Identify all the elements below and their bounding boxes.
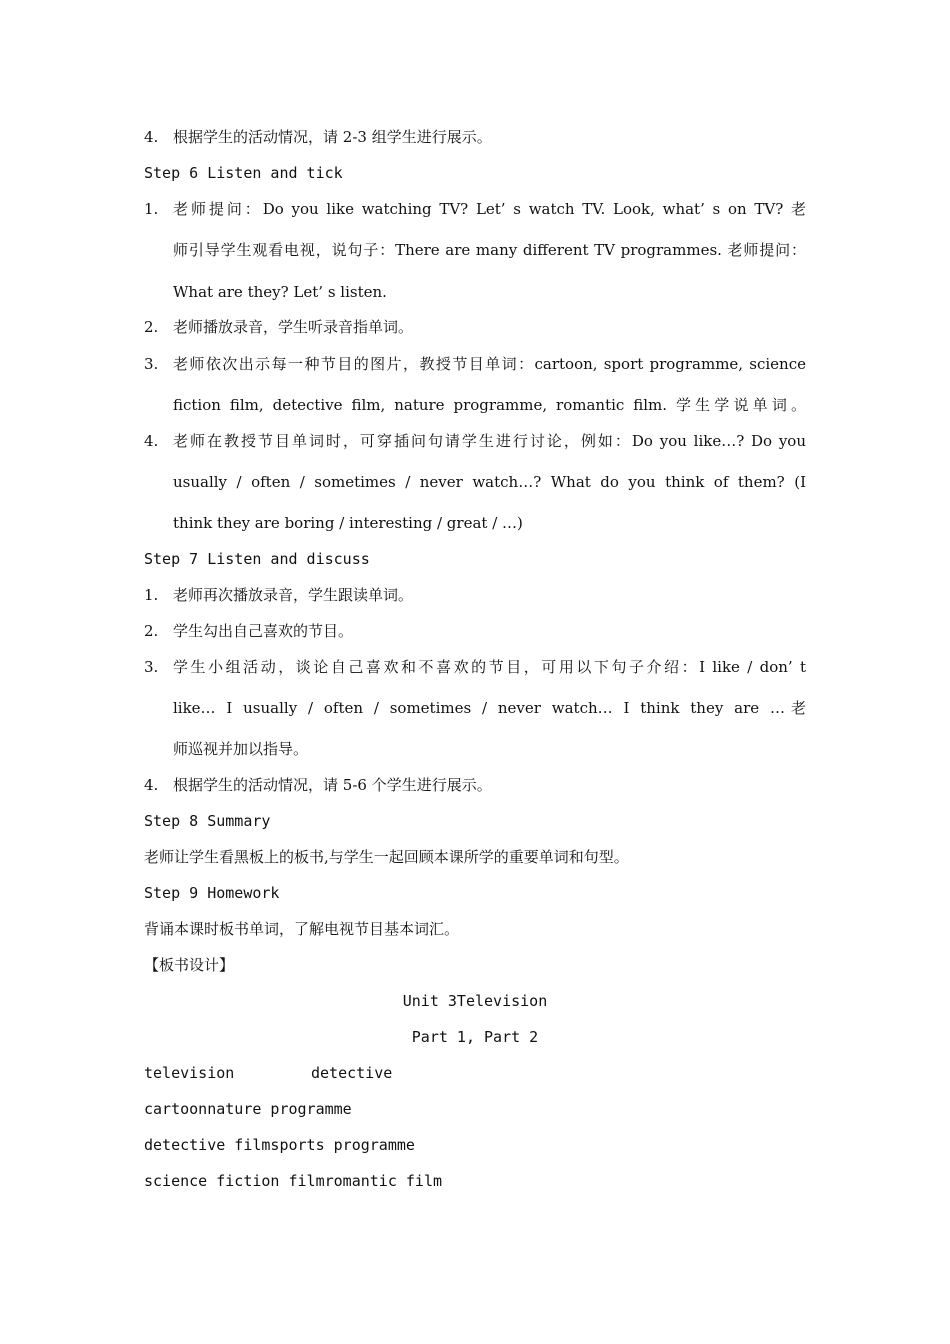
list-item-text: think they are boring / interesting / great / …) (173, 514, 523, 532)
board-design-heading: 【板书设计】 (144, 956, 235, 974)
list-number: 4. (144, 776, 159, 794)
board-word-row: detective filmsports programme (144, 1136, 415, 1154)
step7-heading: Step 7 Listen and discuss (144, 550, 370, 568)
board-word-row: science fiction filmromantic film (144, 1172, 443, 1190)
list-item-text: 学生勾出自己喜欢的节目。 (173, 622, 354, 640)
step8-heading: Step 8 Summary (144, 812, 271, 830)
step9-text: 背诵本课时板书单词，了解电视节目基本词汇。 (144, 920, 460, 938)
list-number: 2. (144, 622, 159, 640)
list-item-text: 老师提问：Do you like watching TV? Let’ s watch TV. Look, what’ s on TV? 老 (173, 200, 806, 218)
list-item-text: 老师播放录音，学生听录音指单词。 (173, 318, 414, 336)
list-item-text: 老师在教授节目单词时，可穿插问句请学生进行讨论，例如：Do you like…? Do you (173, 432, 806, 450)
board-word: television (144, 1064, 235, 1082)
list-item-text: fiction film, detective film, nature programme, romantic film. 学生学说单词。 (173, 396, 806, 414)
list-item-text: usually / often / sometimes / never watch…? What do you think of them? (I (173, 473, 806, 491)
list-number: 3. (144, 658, 159, 676)
board-word-row: cartoonnature programme (144, 1100, 352, 1118)
list-item-text: 师巡视并加以指导。 (173, 740, 309, 758)
list-number: 1. (144, 586, 159, 604)
list-item-text: 老师依次出示每一种节目的图片，教授节目单词：cartoon, sport programme, science (173, 355, 806, 373)
board-subtitle: Part 1, Part 2 (411, 1028, 539, 1046)
list-item-text: 师引导学生观看电视，说句子：There are many different TV programmes. 老师提问： (173, 241, 806, 259)
list-number: 1. (144, 200, 159, 218)
step8-text: 老师让学生看黑板上的板书,与学生一起回顾本课所学的重要单词和句型。 (144, 848, 629, 866)
list-item-text: 根据学生的活动情况，请 2-3 组学生进行展示。 (173, 128, 492, 146)
list-number: 2. (144, 318, 159, 336)
list-item-text: like… I usually / often / sometimes / never watch… I think they are …老 (173, 699, 806, 717)
board-title: Unit 3Television (402, 992, 548, 1010)
list-item-text: 学生小组活动，谈论自己喜欢和不喜欢的节目，可用以下句子介绍：I like / don’ t (173, 658, 806, 676)
list-number: 3. (144, 355, 159, 373)
list-number: 4. (144, 432, 159, 450)
list-item-text: What are they? Let’ s listen. (173, 283, 387, 301)
list-item-text: 根据学生的活动情况，请 5-6 个学生进行展示。 (173, 776, 492, 794)
step9-heading: Step 9 Homework (144, 884, 280, 902)
list-item-text: 老师再次播放录音，学生跟读单词。 (173, 586, 414, 604)
step6-heading: Step 6 Listen and tick (144, 164, 343, 182)
board-word: detective (311, 1064, 393, 1082)
list-number: 4. (144, 128, 159, 146)
